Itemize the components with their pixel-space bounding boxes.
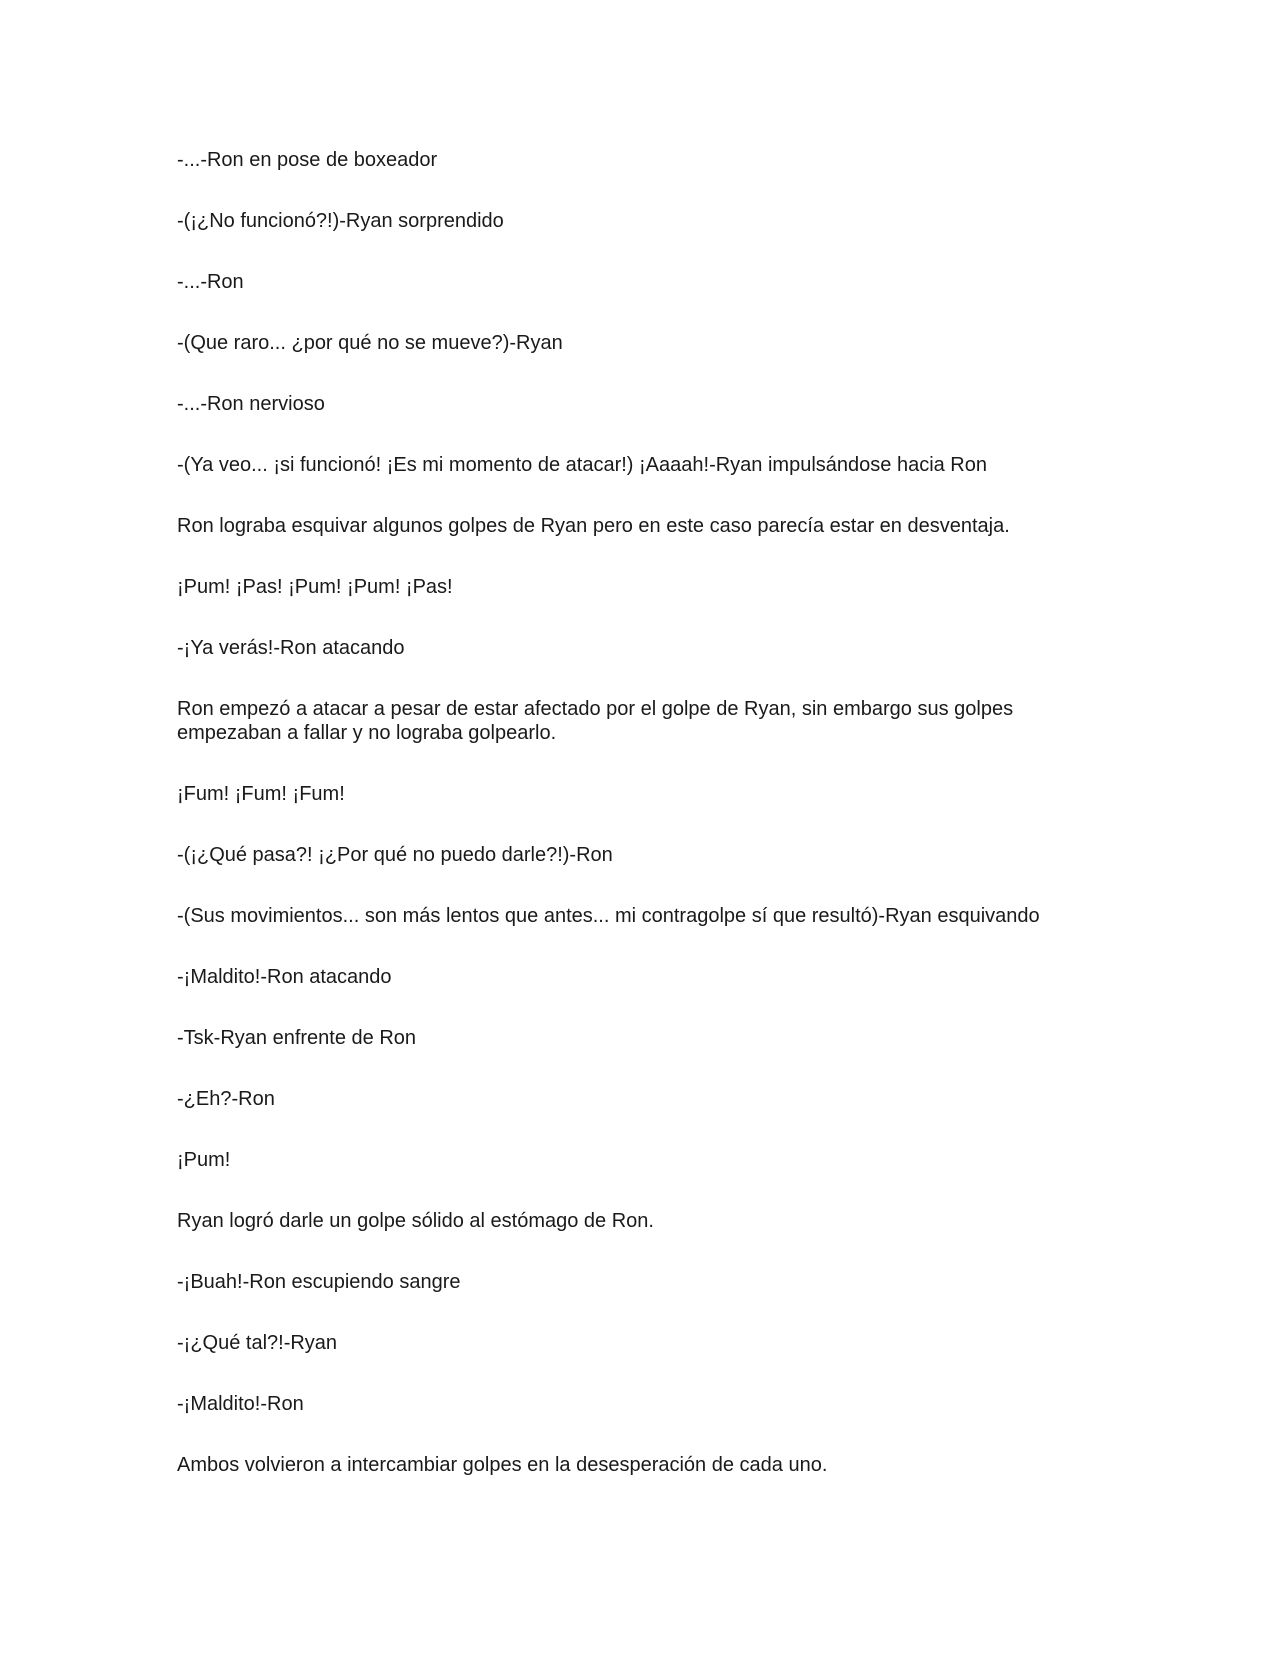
paragraph-5: -...-Ron nervioso — [177, 393, 325, 415]
paragraph-18: Ryan logró darle un golpe sólido al estómago de Ron. — [177, 1210, 654, 1232]
paragraph-16: -¿Eh?-Ron — [177, 1088, 275, 1110]
paragraph-17: ¡Pum! — [177, 1149, 231, 1171]
paragraph-13: -(Sus movimientos... son más lentos que antes... mi contragolpe sí que resultó)-Ryan esquivando — [177, 905, 1040, 927]
paragraph-4: -(Que raro... ¿por qué no se mueve?)-Ryan — [177, 332, 563, 354]
paragraph-15: -Tsk-Ryan enfrente de Ron — [177, 1027, 417, 1049]
paragraph-10: Ron empezó a atacar a pesar de estar afectado por el golpe de Ryan, sin embargo sus golpes empezaban a fallar y no lograba golpearlo. — [177, 698, 1014, 744]
paragraph-11: ¡Fum! ¡Fum! ¡Fum! — [177, 783, 345, 805]
paragraph-8: ¡Pum! ¡Pas! ¡Pum! ¡Pum! ¡Pas! — [177, 576, 453, 598]
paragraph-20: -¡¿Qué tal?!-Ryan — [177, 1332, 338, 1354]
paragraph-22: Ambos volvieron a intercambiar golpes en la desesperación de cada uno. — [177, 1454, 828, 1476]
paragraph-1: -...-Ron en pose de boxeador — [177, 149, 438, 171]
paragraph-7: Ron lograba esquivar algunos golpes de Ryan pero en este caso parecía estar en desventaja. — [177, 515, 1010, 537]
paragraph-3: -...-Ron — [177, 271, 244, 293]
paragraph-2: -(¡¿No funcionó?!)-Ryan sorprendido — [177, 210, 504, 232]
paragraph-19: -¡Buah!-Ron escupiendo sangre — [177, 1271, 461, 1293]
paragraph-12: -(¡¿Qué pasa?! ¡¿Por qué no puedo darle?!)-Ron — [177, 844, 613, 866]
document-body — [177, 148, 1097, 1514]
paragraph-6: -(Ya veo... ¡si funcionó! ¡Es mi momento de atacar!) ¡Aaaah!-Ryan impulsándose hacia Ron — [177, 454, 987, 476]
paragraph-14: -¡Maldito!-Ron atacando — [177, 966, 392, 988]
paragraph-9: -¡Ya verás!-Ron atacando — [177, 637, 405, 659]
paragraph-21: -¡Maldito!-Ron — [177, 1393, 304, 1415]
